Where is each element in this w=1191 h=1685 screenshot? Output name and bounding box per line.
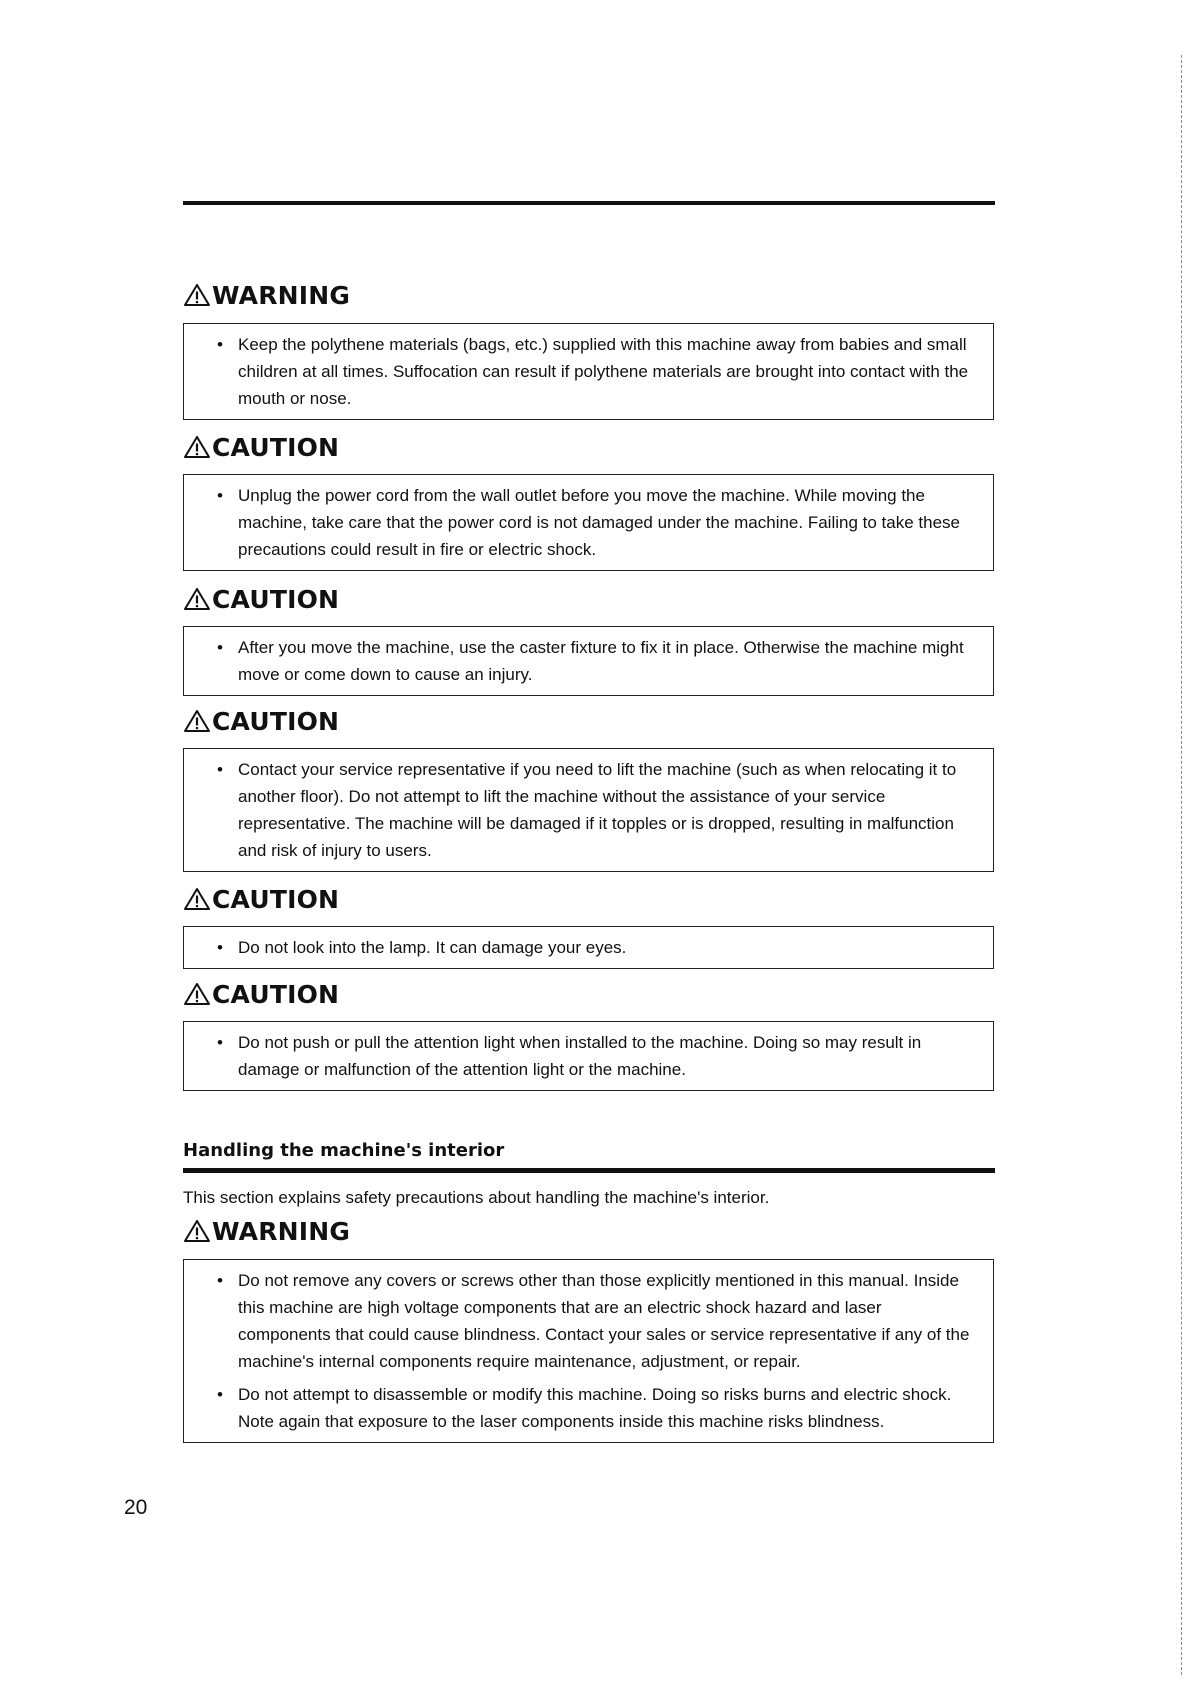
warning-triangle-icon	[183, 887, 211, 911]
heading-text: CAUTION	[212, 432, 340, 462]
item-text: After you move the machine, use the caster fixture to fix it in place. Otherwise the machine might move or come down to cause an injury.	[238, 638, 964, 684]
bullet: •	[217, 486, 223, 505]
page-number: 20	[124, 1496, 148, 1519]
section-title: Handling the machine's interior	[183, 1140, 505, 1161]
warning-triangle-icon	[183, 283, 211, 307]
list-item	[217, 1029, 973, 1083]
warning-triangle-icon	[183, 435, 211, 459]
item-text: Do not attempt to disassemble or modify this machine. Doing so risks burns and electric shock. Note again that exposure to the laser components inside this machine risks blindness.	[238, 1385, 952, 1431]
caution-box	[183, 474, 994, 571]
bullet: •	[217, 638, 223, 657]
caution-heading	[183, 430, 339, 464]
bullet: •	[217, 1033, 223, 1052]
list-item	[217, 756, 973, 864]
warning-box	[183, 1259, 994, 1443]
section-intro: This section explains safety precautions about handling the machine's interior.	[183, 1188, 770, 1207]
caution-box	[183, 1021, 994, 1091]
page-edge-line	[1181, 55, 1183, 1675]
heading-text: CAUTION	[212, 706, 340, 736]
bullet: •	[217, 1271, 223, 1290]
item-text: Contact your service representative if you need to lift the machine (such as when relocating it to another floor). Do not attempt to lift the machine without the assistance of your service representative. The machine will be damaged if it topples or is dropped, resulting in malfunction and risk of injury to users.	[238, 760, 957, 860]
bullet: •	[217, 335, 223, 354]
caution-box	[183, 626, 994, 696]
warning-triangle-icon	[183, 709, 211, 733]
item-text: Do not push or pull the attention light when installed to the machine. Doing so may result in damage or malfunction of the attention light or the machine.	[238, 1033, 922, 1079]
item-text: Unplug the power cord from the wall outlet before you move the machine. While moving the machine, take care that the power cord is not damaged under the machine. Failing to take these precautions could result in fire or electric shock.	[238, 486, 960, 559]
list-item	[217, 331, 973, 412]
heading-text: CAUTION	[212, 979, 340, 1009]
list-item	[217, 934, 973, 961]
list-item	[217, 634, 973, 688]
item-text: Do not look into the lamp. It can damage your eyes.	[238, 938, 627, 957]
warning-triangle-icon	[183, 1219, 211, 1243]
list-item	[217, 1381, 973, 1435]
bullet: •	[217, 760, 223, 779]
caution-heading	[183, 882, 339, 916]
caution-heading	[183, 704, 339, 738]
section-rule	[183, 1168, 995, 1173]
warning-triangle-icon	[183, 587, 211, 611]
caution-box	[183, 926, 994, 969]
heading-text: WARNING	[212, 280, 351, 310]
list-item	[217, 482, 973, 563]
heading-text: WARNING	[212, 1216, 351, 1246]
caution-heading	[183, 582, 339, 616]
warning-heading	[183, 278, 350, 312]
warning-heading	[183, 1214, 350, 1248]
bullet: •	[217, 1385, 223, 1404]
heading-text: CAUTION	[212, 884, 340, 914]
caution-heading	[183, 977, 339, 1011]
warning-triangle-icon	[183, 982, 211, 1006]
heading-text: CAUTION	[212, 584, 340, 614]
warning-box	[183, 323, 994, 420]
list-item	[217, 1267, 973, 1375]
caution-box	[183, 748, 994, 872]
bullet: •	[217, 938, 223, 957]
item-text: Keep the polythene materials (bags, etc.) supplied with this machine away from babies and small children at all times. Suffocation can result if polythene materials are brought into contact with the mouth or nose.	[238, 335, 969, 408]
item-text: Do not remove any covers or screws other than those explicitly mentioned in this manual. Inside this machine are high voltage components that are an electric shock hazard and laser components that could cause blindness. Contact your sales or service representative if any of the machine's internal components require maintenance, adjustment, or repair.	[238, 1271, 970, 1371]
top-rule	[183, 201, 995, 205]
